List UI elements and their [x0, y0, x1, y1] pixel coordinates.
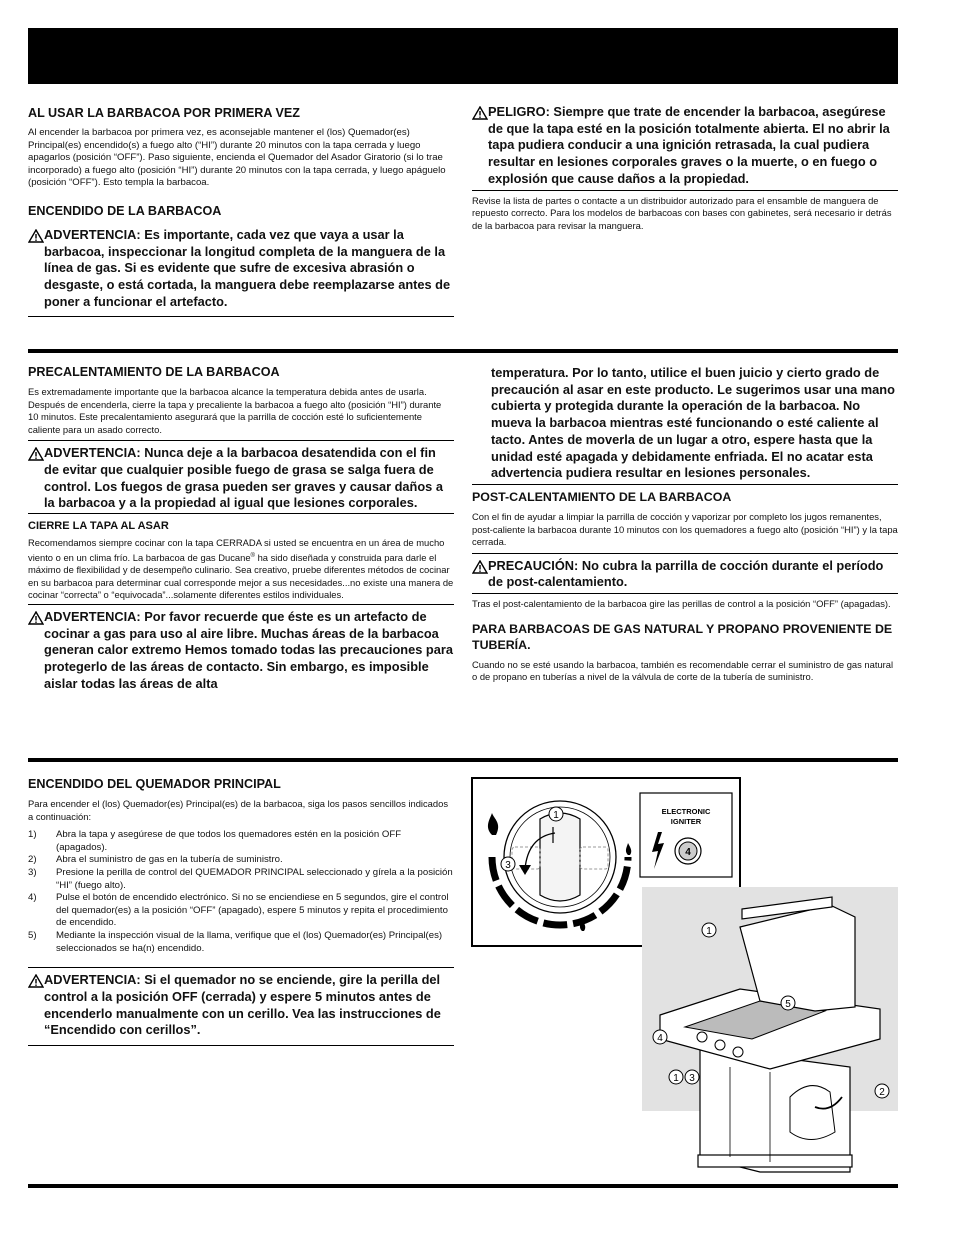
knob-grip: [540, 813, 580, 901]
grease-warning: [28, 441, 454, 514]
lid-heading: CIERRE LA TAPA AL ASAR: [28, 520, 169, 533]
postheat-text: Con el fin de ayudar a limpiar la parrilla de cocción y vaporizar por completo los jugos remanentes, post-caliente la barbacoa durante 10 minutos con los quemadores a fuego alto (posición “HI”) y la tapa cerrada.: [472, 511, 898, 554]
grill-callout-2: 2: [879, 1087, 885, 1098]
lid-text: [28, 537, 454, 605]
warning-triangle-icon: [28, 611, 44, 625]
callout-4: 4: [685, 847, 691, 858]
burner-diagram: [470, 777, 900, 1177]
callout-3: 3: [505, 860, 511, 871]
igniter-label-line1: ELECTRONIC: [661, 807, 711, 816]
caution-warning: [472, 554, 898, 594]
section2-right: [472, 365, 898, 684]
list-item: 5) Mediante la inspección visual de la llama, verifique que el (los) Quemador(es) Principal(es) seleccionados se ha(n) encendido.: [28, 929, 443, 954]
outdoor-warning-cont-text: temperatura. Por lo tanto, utilice el buen juicio y cierto grado de precaución al asar en este producto. Le sugerimos usar una mano cubierta y protegida durante la operación de la barbacoa. No mueva la barbacoa mientras esté funcionando o esté caliente al tacto. Antes de moverla de un lugar a otro, espere hasta que la unidad esté apagada y debidamente enfriada. El no acatar esta advertencia pudiera resultar en lesiones personales.: [491, 365, 895, 481]
lid-text-a: Recomendamos siempre cocinar con la tapa CERRADA si usted se encuentra en un área de mucho viento o en un clima frío. La barbacoa de gas Ducane: [28, 537, 445, 563]
grill-callout-4: 4: [657, 1033, 663, 1044]
section1-right: [472, 104, 898, 232]
grill-callout-5: 5: [785, 999, 791, 1010]
callout-1: 1: [553, 810, 559, 821]
warning-triangle-icon: [472, 106, 488, 120]
match-warning-text: ADVERTENCIA: Si el quemador no se enciende, gire la perilla del control a la posición OFF (cerrada) y espere 5 minutos antes de encenderlo manualmente con un cerillo. Vea las instrucciones de “Encendido con cerillos”.: [44, 972, 441, 1038]
section3-left: [28, 777, 454, 1046]
main-burner-intro: Para encender el (los) Quemador(es) Principal(es) de la barbacoa, siga los pasos sencillos indicados a continuación:: [28, 798, 449, 822]
section1-left: [28, 106, 454, 317]
grease-warning-text: ADVERTENCIA: Nunca deje a la barbacoa desatendida con el fin de evitar que cualquier posible fuego de grasa se salga fuera de control. Los fuegos de grasa pueden ser graves y causar daños a la barbacoa y a la propiedad al igual que lesiones corporales.: [44, 445, 443, 511]
grill-callout-1b: 1: [673, 1073, 679, 1084]
outdoor-warning-text: ADVERTENCIA: Por favor recuerde que éste es un artefacto de cocinar a gas para uso al aire libre. Muchas áreas de la barbacoa generan calor extremo Hemos tomado todas las precauciones para protegerlo de las áreas de contacto. Sin embargo, es imposible aislar todas las áreas de alta: [44, 608, 453, 691]
list-item: 4) Pulse el botón de encendido electrónico. Si no se enciendiese en 5 segundos, gire el control del quemador(es) a la posición “OFF” (apagado), espere 5 minutos y repita el procedimiento de encendido.: [28, 892, 449, 929]
warning-triangle-icon: [28, 447, 44, 461]
list-item: 1) Abra la tapa y asegúrese de que todos los quemadores estén en la posición OFF (apagados).: [28, 829, 402, 853]
list-item: 2) Abra el suministro de gas en la tubería de suministro.: [28, 854, 283, 866]
outdoor-warning-continued: [472, 365, 898, 485]
lid-text-b: ha sido diseñada y construida para darle el máximo de flexibilidad y de desempeño culinario. Sea creativo, pruebe diferentes métodos de cocinar en su barbacoa para determinar cual corresponde mejor a sus necesidades...no existe una manera de cocinar “correcta” o “equivocada”...solamente diferentes estilos individuales.: [28, 551, 454, 601]
warning-triangle-icon: [28, 229, 44, 243]
postheat-heading: POST-CALENTAMIENTO DE LA BARBACOA: [472, 489, 732, 504]
danger-warning: [472, 104, 898, 191]
section-divider: [28, 349, 898, 353]
igniter-label-line2: IGNITER: [670, 817, 702, 826]
after-postheat-text: Tras el post-calentamiento de la barbacoa gire las perillas de control a la posición “OFF” (apagadas).: [472, 598, 891, 610]
outdoor-warning: [28, 605, 454, 693]
parts-text: Revise la lista de partes o contacte a un distribuidor autorizado para el ensamble de manguera de repuesto correcto. Para los modelos de barbacoas con bases con gabinetes, será necesario ir detrás de la barbacoa para revisar la manguera.: [472, 194, 892, 231]
warning-triangle-icon: [472, 560, 488, 574]
grill-callout-3: 3: [689, 1073, 695, 1084]
registered-mark: ®: [250, 552, 255, 559]
section2-left: [28, 365, 454, 692]
section-divider: [28, 758, 898, 762]
section-divider: [28, 1184, 898, 1188]
main-burner-heading: ENCENDIDO DEL QUEMADOR PRINCIPAL: [28, 777, 281, 791]
hose-warning-text: ADVERTENCIA: Es importante, cada vez que vaya a usar la barbacoa, inspeccionar la longitud completa de la manguera de la línea de gas. Si es evidente que sufre de excesiva abrasión o desgaste, o está cortada, la manguera debe reemplazarse antes de poner a funcionar el artefacto.: [44, 226, 451, 309]
match-warning: [28, 968, 454, 1046]
preheat-heading: PRECALENTAMIENTO DE LA BARBACOA: [28, 365, 280, 379]
warning-triangle-icon: [28, 974, 44, 988]
piped-gas-text: Cuando no se esté usando la barbacoa, también es recomendable cerrar el suministro de gas natural o de propano en tuberías a nivel de la válvula de corte de la tubería de suministro.: [472, 658, 894, 683]
piped-gas-heading: PARA BARBACOAS DE GAS NATURAL Y PROPANO PROVENIENTE DE TUBERÍA.: [472, 621, 893, 652]
first-use-heading: AL USAR LA BARBACOA POR PRIMERA VEZ: [28, 106, 300, 120]
caution-warning-text: PRECAUCIÓN: No cubra la parrilla de cocción durante el período de post-calentamiento.: [488, 557, 884, 590]
danger-warning-text: PELIGRO: Siempre que trate de encender la barbacoa, asegúrese de que la tapa esté en la posición totalmente abierta. El no abrir la tapa pudiera conducir a una ignición retrasada, la cual pudiera resultar en lesiones corporales graves o la muerte, o en fuego o explosión que cause daños a la propiedad.: [488, 104, 890, 186]
list-item: 3) Presione la perilla de control del QUEMADOR PRINCIPAL seleccionado y gírela a la posición “HI” (fuego alto).: [28, 866, 453, 891]
first-use-text: Al encender la barbacoa por primera vez, es aconsejable mantener el (los) Quemador(es) Principal(es) encendido(s) a fuego alto (“HI”) durante 20 minutos con la tapa cerrada y luego apagarlos (posición “OFF”). Paso siguiente, encienda el Quemador del Asador Giratorio (si lo trae incorporado) a fuego alto (posición “HI”) durante 20 minutos con la tapa cerrada, y luego apáguelo (posición “OFF”). Esto templa la barbacoa.: [28, 127, 446, 189]
grill-callout-1: 1: [706, 926, 712, 937]
preheat-text: Es extremadamente importante que la barbacoa alcance la temperatura debida antes de usarla. Después de encenderla, cierre la tapa y precaliente la barbacoa a fuego alto (posición “HI”) durante 10 minutos. Este precalentamiento asegurará que la parrilla de cocción esté lo suficientemente caliente para un asado correcto.: [28, 386, 454, 441]
hose-warning: [28, 225, 454, 318]
page-header-bar: [28, 28, 898, 84]
lighting-heading: ENCENDIDO DE LA BARBACOA: [28, 203, 222, 218]
lighting-steps: [28, 829, 454, 955]
